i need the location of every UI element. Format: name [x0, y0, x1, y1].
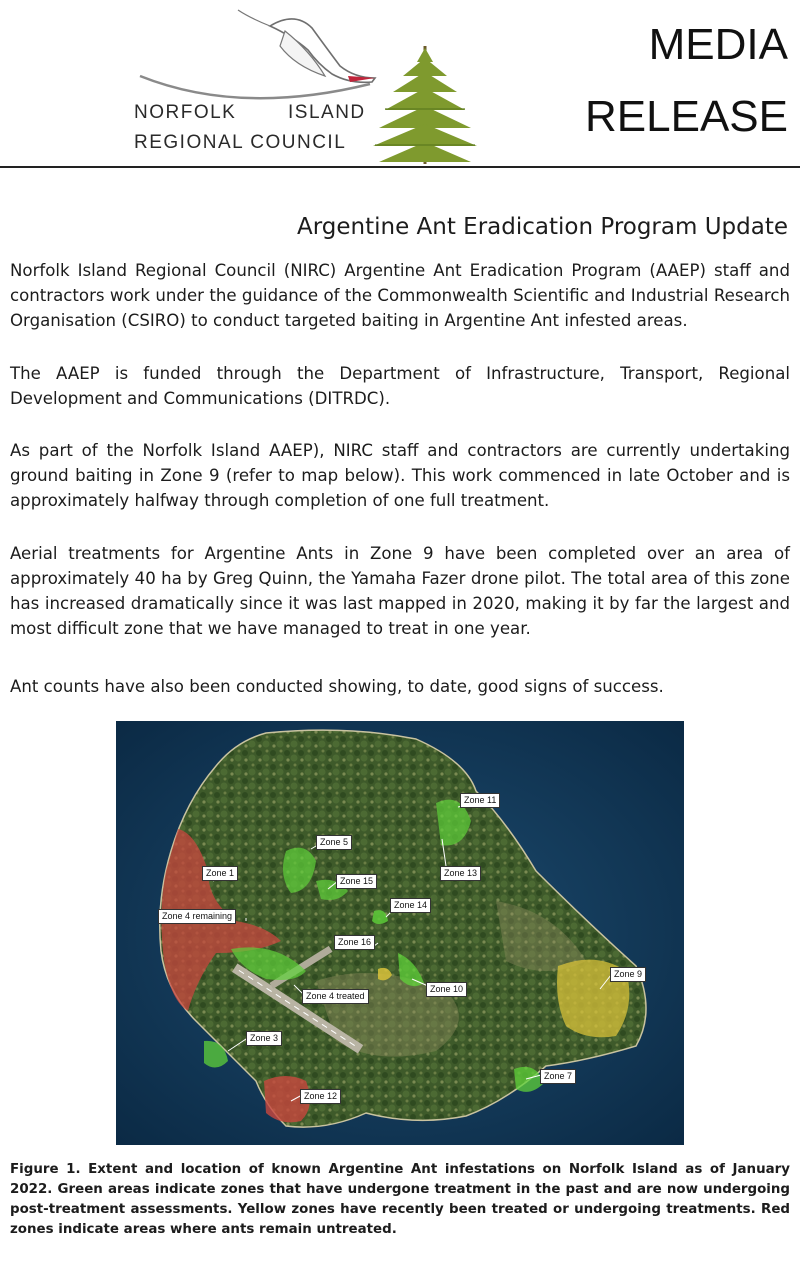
media-word: MEDIA — [648, 20, 788, 69]
header-divider — [0, 166, 800, 168]
zone-label-10: Zone 10 — [426, 982, 467, 997]
zone-label-4-remaining: Zone 4 remaining — [158, 909, 236, 924]
island-map-image — [116, 721, 684, 1145]
zone-label-14: Zone 14 — [390, 898, 431, 913]
release-word: RELEASE — [585, 92, 788, 141]
header — [0, 0, 800, 168]
paragraph-intro: Norfolk Island Regional Council (NIRC) Argentine Ant Eradication Program (AAEP) staff and contractors work under the guidance of the Commonwealth Scientific and Industrial Research Organisation (CSIRO) to conduct targeted baiting in Argentine Ant infested areas. — [10, 261, 790, 330]
zone-label-13: Zone 13 — [440, 866, 481, 881]
zone-label-5: Zone 5 — [316, 835, 352, 850]
logo-text-norfolk: NORFOLK — [134, 102, 237, 123]
zone-label-16: Zone 16 — [334, 935, 375, 950]
zone-label-11: Zone 11 — [460, 793, 500, 808]
release-title: Argentine Ant Eradication Program Update — [296, 214, 788, 240]
zone-map — [116, 721, 684, 1145]
council-logo — [120, 6, 500, 164]
logo-text-regional-council: REGIONAL COUNCIL — [134, 132, 347, 153]
figure-caption: Figure 1. Extent and location of known Argentine Ant infestations on Norfolk Island as of January 2022. Green areas indicate zones that have undergone treatment in the past and are now undergoing post-treatment assessments. Yellow zones have recently been treated or undergoing treatments. Red zones indicate areas where ants remain untreated. — [10, 1162, 790, 1237]
paragraph-aerial-treatment: Aerial treatments for Argentine Ants in Zone 9 have been completed over an area of approximately 40 ha by Greg Quinn, the Yamaha Fazer drone pilot. The total area of this zone has increased dramatically since it was last mapped in 2020, making it by far the largest and most difficult zone that we have managed to treat in one year. — [10, 544, 790, 638]
zone-label-1: Zone 1 — [202, 866, 238, 881]
logo-text-island: ISLAND — [288, 102, 366, 123]
paragraph-funding: The AAEP is funded through the Department of Infrastructure, Transport, Regional Development and Communications (DITRDC). — [10, 364, 790, 408]
zone-label-3: Zone 3 — [246, 1031, 282, 1046]
zone-label-12: Zone 12 — [300, 1089, 341, 1104]
zone-label-9: Zone 9 — [610, 967, 646, 982]
zone-label-7: Zone 7 — [540, 1069, 576, 1084]
paragraph-ant-counts: Ant counts have also been conducted showing, to date, good signs of success. — [10, 677, 664, 696]
media-release-heading — [585, 18, 788, 162]
zone-label-15: Zone 15 — [336, 874, 377, 889]
paragraph-ground-baiting: As part of the Norfolk Island AAEP), NIRC staff and contractors are currently undertaking ground baiting in Zone 9 (refer to map below). This work commenced in late October and is approximately halfway through completion of one full treatment. — [10, 441, 790, 510]
zone-label-4-treated: Zone 4 treated — [302, 989, 369, 1004]
